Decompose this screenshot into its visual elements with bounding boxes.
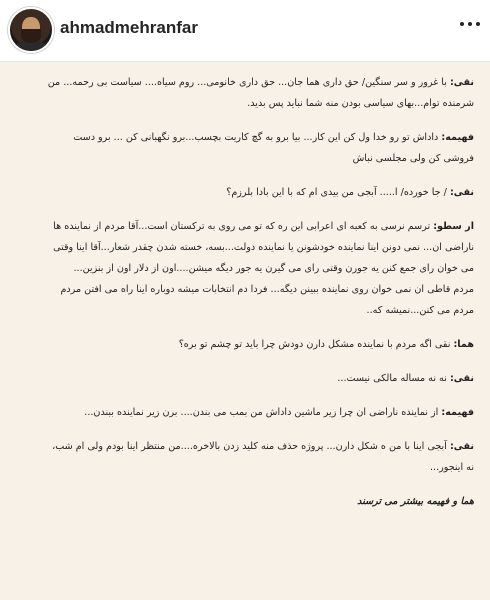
- dialogue-text: نقی اگه مردم با نماینده مشکل دارن دودش چرا باید تو چشم تو بره؟: [178, 339, 451, 350]
- dialogue-line: [16, 127, 474, 148]
- dialogue-line: مردم می کنن...نمیشه که..: [366, 305, 474, 316]
- dialogue-block: [16, 368, 474, 389]
- dialogue-block: [16, 402, 474, 423]
- avatar-beard: [21, 29, 41, 43]
- dialogue-text: ترسم نرسی به کعبه ای اعرابی این ره که تو می روی به ترکستان است...آقا مردم از نماینده ها: [53, 221, 431, 232]
- speaker-name: نقی:: [449, 373, 474, 384]
- dialogue-line: شرمنده توام...بهای سیاسی بودن منه شما نباید پس بدید.: [247, 98, 474, 109]
- dialogue-line: مردم قاطی ان نمی خوان روی نماینده ببینن دیگه... فردا دم انتخابات میشه دوباره اینا راه می افتن مردم: [60, 284, 474, 295]
- script-document: [16, 72, 474, 512]
- dialogue-line: [16, 216, 474, 237]
- dialogue-line: [16, 72, 474, 93]
- speaker-name: هما:: [453, 339, 474, 350]
- dialogue-text: / جا خورده/ ا..... آبجی من بیدی ام که با این بادا بلرزم؟: [226, 187, 447, 198]
- speaker-name: نقی:: [449, 77, 474, 88]
- dialogue-block: [16, 182, 474, 203]
- username[interactable]: ahmadmehranfar: [60, 18, 198, 37]
- speaker-name: فهیمه:: [441, 132, 474, 143]
- dialogue-block: [16, 334, 474, 355]
- dialogue-block: [16, 127, 474, 169]
- dialogue-block: [16, 216, 474, 321]
- speaker-name: نقی:: [449, 441, 474, 452]
- speaker-name: فهیمه:: [441, 407, 474, 418]
- more-options-icon[interactable]: [460, 22, 480, 26]
- dialogue-text: داداش تو رو خدا ول کن این کار... بیا برو به گچ کاریت بچسب...برو نگهبانی کن ... برو دست: [73, 132, 439, 143]
- speaker-name: ار سطو:: [433, 221, 474, 232]
- dialogue-block: [16, 436, 474, 478]
- post-header: [0, 0, 490, 62]
- dialogue-line: فروشی کن ولی مجلسی نباش: [352, 153, 474, 164]
- more-dot: [460, 22, 464, 26]
- profile-avatar[interactable]: [8, 7, 54, 53]
- stage-direction: هما و فهیمه بیشتر می ترسند: [357, 496, 474, 507]
- dialogue-line: [16, 334, 474, 355]
- dialogue-line: [16, 402, 474, 423]
- more-dot: [468, 22, 472, 26]
- dialogue-block: [16, 72, 474, 114]
- dialogue-text: نه نه مساله مالکی نیست...: [337, 373, 447, 384]
- dialogue-text: آبجی اینا با من ه شکل دارن... پروژه حذف منه کلید زدن بالاخره....من منتظر اینا بودم ولی ام شب،: [52, 441, 447, 452]
- speaker-name: نقی:: [449, 187, 474, 198]
- dialogue-line: می خوان رای جمع کنن یه جورن وقتی رای می گیرن یه جور دیگه میشن....اون از دلار اون از بنزین...: [73, 263, 474, 274]
- more-dot: [476, 22, 480, 26]
- dialogue-line: ناراضی ان... نمی دونن اینا نماینده خودشونن یا نماینده دولت...بسه، خسته شدن چقدر شعار...آقا اینا وقتی: [53, 242, 474, 253]
- post-image: [0, 62, 490, 600]
- dialogue-line: [16, 436, 474, 457]
- dialogue-line: [16, 368, 474, 389]
- dialogue-line: نه اینجور...: [429, 462, 474, 473]
- dialogue-line: [16, 182, 474, 203]
- dialogue-text: از نماینده ناراضی ان چرا زیر ماشین داداش من بمب می بندن.... برن زیر نماینده ببندن...: [84, 407, 439, 418]
- dialogue-text: با غرور و سر سنگین/ حق داری هما جان... حق داری خانومی... روم سیاه.... سیاست بی رحمه... من: [47, 77, 447, 88]
